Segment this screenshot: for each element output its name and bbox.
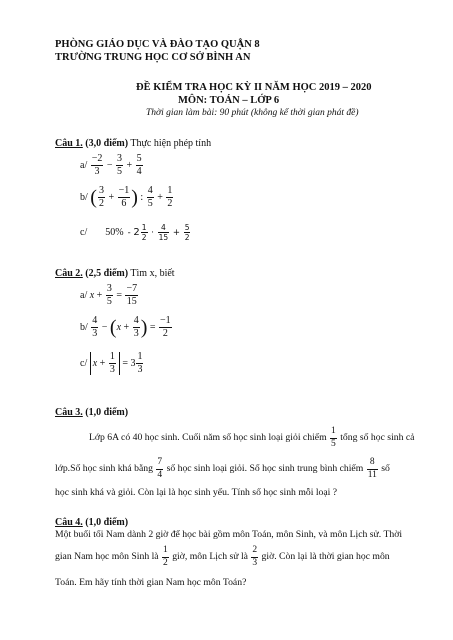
- q3-line-1: [89, 427, 429, 449]
- q1-b-op1: +: [108, 191, 115, 203]
- q3-frac-trung-binh: $\frac{8}{11}$: [367, 457, 377, 480]
- q2-a-frac1: $\frac{3}{5}$: [106, 283, 112, 307]
- q4-frac-lich-su: $\frac{2}{3}$: [252, 545, 258, 568]
- q3-line-2: [55, 458, 425, 480]
- q3-label: Câu 3.: [55, 407, 83, 418]
- q2-c-whole: 3: [130, 357, 136, 369]
- q2-a: [80, 284, 139, 307]
- q2-b-eq: =: [149, 321, 156, 333]
- q4-line2-mid: giờ, môn Lịch sử là: [172, 551, 248, 563]
- q1-a: [80, 154, 144, 177]
- q1-b-frac1: $\frac{3}{2}$: [98, 185, 104, 209]
- q3-line2-mid: số học sinh loại giỏi. Số học sinh trung bình chiếm: [166, 463, 364, 475]
- q1-c-mixed-frac: $\frac{1}{2}$: [141, 222, 147, 242]
- q3-line2-text: lớp.Số học sinh khá bằng: [55, 463, 153, 475]
- q2-c-frac1: $\frac{1}{3}$: [109, 351, 115, 375]
- q1-c-percent: 50%: [105, 227, 124, 238]
- q2-a-op1: +: [96, 289, 103, 301]
- q4-line-1: Một buổi tối Nam dành 2 giờ để học bài gồm môn Toán, môn Sinh, và môn Lịch sử. Thời: [55, 529, 403, 540]
- school-name: TRƯỜNG TRUNG HỌC CƠ SỞ BÌNH AN: [55, 52, 251, 63]
- q2-b-lparen: (: [109, 316, 117, 339]
- q2-b-frac1: $\frac{4}{3}$: [92, 315, 98, 339]
- q3-points: (1,0 điểm): [85, 407, 129, 418]
- q1-a-frac2: $\frac{3}{5}$: [117, 153, 122, 177]
- q2-a-eq: =: [116, 289, 122, 301]
- q1-c-label: c/: [80, 227, 88, 238]
- q1-c-op1: ·: [151, 228, 154, 238]
- q2-c-eq: =: [122, 357, 128, 369]
- q2-c-op1: +: [99, 357, 106, 369]
- q1-label: Câu 1.: [55, 138, 83, 149]
- q2-label: Câu 2.: [55, 268, 83, 279]
- q4-line-2: [55, 546, 425, 568]
- q1-a-op1: −: [106, 159, 113, 171]
- q2-c-mixed-frac: $\frac{1}{3}$: [137, 351, 143, 375]
- q3-line2-tail: số: [381, 463, 390, 475]
- q3-heading: [55, 407, 128, 418]
- q2-c-label: c/: [80, 357, 88, 369]
- q2-b-op2: +: [123, 321, 130, 333]
- q3-frac-gioi: $\frac{1}{5}$: [331, 426, 336, 449]
- q1-b-frac3: $\frac{4}{5}$: [147, 185, 153, 209]
- q1-a-frac1: $\frac{-2}{3}$: [91, 153, 103, 177]
- q1-a-frac3: $\frac{5}{4}$: [136, 153, 142, 177]
- q2-heading: [55, 268, 175, 279]
- q4-points: (1,0 điểm): [85, 517, 129, 528]
- q3-frac-kha: $\frac{7}{4}$: [157, 457, 163, 480]
- q4-line2-text: gian Nam học môn Sinh là: [55, 551, 159, 563]
- q4-line-3: Toán. Em hãy tính thời gian Nam học môn Toán?: [55, 577, 247, 588]
- q1-a-label: a/: [80, 159, 88, 171]
- q1-b-label: b/: [80, 191, 88, 203]
- q2-points: (2,5 điểm): [85, 268, 129, 279]
- q1-points: (3,0 điểm): [85, 138, 129, 149]
- q1-c-frac3: $\frac{5}{2}$: [184, 222, 190, 242]
- q1-b-op2: :: [140, 191, 144, 203]
- q2-b-var: x: [116, 321, 122, 333]
- q4-line2-tail: giờ. Còn lại là thời gian học môn: [261, 551, 390, 563]
- q1-c-op2: +: [172, 228, 180, 238]
- q2-b-label: b/: [80, 321, 88, 333]
- q3-line1-tail: tổng số học sinh cả: [340, 432, 415, 444]
- exam-title: ĐỀ KIỂM TRA HỌC KỲ II NĂM HỌC 2019 – 2020: [136, 82, 372, 93]
- q1-c-frac2: $\frac{4}{15}$: [158, 222, 169, 242]
- q2-a-var: x: [89, 289, 95, 301]
- q2-c: [80, 352, 144, 375]
- q1-b-frac2: $\frac{-1}{6}$: [118, 185, 130, 209]
- q2-c-var: x: [92, 357, 98, 369]
- q2-a-frac2: $\frac{-7}{15}$: [126, 283, 138, 307]
- q2-c-absolute-value: [90, 352, 120, 375]
- q2-b-op1: −: [101, 321, 108, 333]
- q2-instruction: Tìm x, biết: [130, 268, 175, 279]
- q1-b-frac4: $\frac{1}{2}$: [167, 185, 173, 209]
- q2-b-frac3: $\frac{-1}{2}$: [160, 315, 171, 339]
- q4-label: Câu 4.: [55, 517, 83, 528]
- q1-c-expr: [127, 222, 192, 242]
- department-name: PHÒNG GIÁO DỤC VÀ ĐÀO TẠO QUẬN 8: [55, 39, 260, 50]
- q1-b: [80, 186, 174, 209]
- q1-b-rparen: ): [131, 186, 138, 209]
- q1-c-whole: 2: [133, 227, 140, 238]
- q1-b-lparen: (: [90, 186, 97, 209]
- q1-c-minus: -: [127, 228, 131, 238]
- q1-b-op3: +: [157, 191, 163, 203]
- q2-b-rparen: ): [140, 316, 148, 339]
- q2-b: [80, 316, 173, 339]
- q1-c: [80, 222, 191, 242]
- exam-duration: Thời gian làm bài: 90 phút (không kể thời gian phát đề): [146, 108, 359, 118]
- q3-line-3: học sinh khá và giỏi. Còn lại là học sinh yếu. Tính số học sinh mỗi loại ?: [55, 487, 338, 498]
- q1-heading: [55, 138, 211, 149]
- q3-line1-text: Lớp 6A có 40 học sinh. Cuối năm số học sinh loại giỏi chiếm: [89, 432, 327, 444]
- q1-instruction: Thực hiện phép tính: [130, 138, 212, 149]
- q2-b-frac2: $\frac{4}{3}$: [133, 315, 139, 339]
- q2-a-label: a/: [80, 289, 88, 301]
- exam-subject: MÔN: TOÁN – LỚP 6: [178, 95, 280, 106]
- q4-frac-sinh: $\frac{1}{2}$: [163, 545, 168, 568]
- q1-a-op2: +: [126, 159, 133, 171]
- q4-heading: [55, 517, 128, 528]
